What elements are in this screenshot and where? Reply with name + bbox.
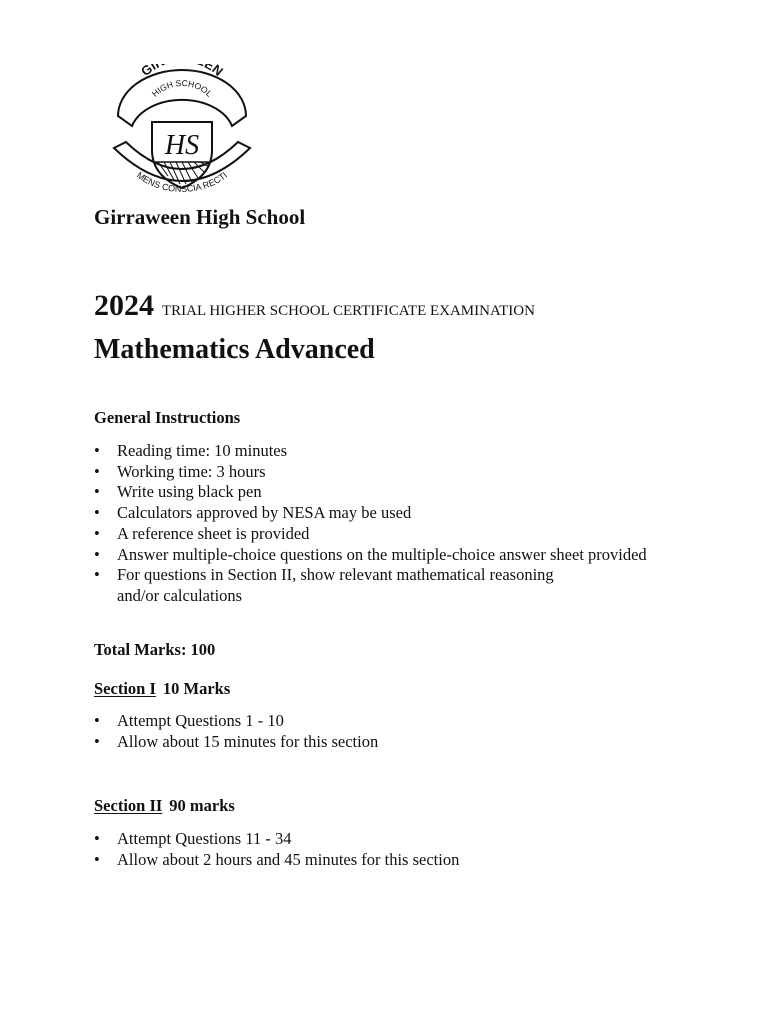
crest-motto: MENS CONSCIA RECTI <box>134 169 230 194</box>
svg-text:GIRRAWEEN <box>138 64 226 79</box>
section-1-marks: 10 Marks <box>162 679 231 698</box>
crest-monogram: HS <box>164 130 200 161</box>
school-name: Girraween High School <box>94 205 306 229</box>
list-item: • Allow about 15 minutes for this section <box>94 732 714 753</box>
list-item: • For questions in Section II, show relevant mathematical reasoning and/or calculations <box>94 565 592 606</box>
svg-text:HIGH SCHOOL <box>150 78 215 99</box>
section-1-heading <box>94 679 230 699</box>
list-item: • Allow about 2 hours and 45 minutes for this section <box>94 850 714 871</box>
crest-arc-top: GI EN <box>138 64 226 79</box>
total-marks: Total Marks: 100 <box>94 640 216 659</box>
section-2-marks: 90 marks <box>169 796 235 815</box>
general-instructions-list <box>94 441 714 607</box>
list-item: • Attempt Questions 1 - 10 <box>94 711 714 732</box>
general-instructions-heading: General Instructions <box>94 408 241 427</box>
crest-arc-sub: HIGH SCHOOL <box>149 77 215 99</box>
section-1-list <box>94 711 714 752</box>
list-item: • Answer multiple-choice questions on the multiple-choice answer sheet provided <box>94 545 714 566</box>
section-2-list <box>94 829 714 870</box>
school-crest-logo <box>108 64 254 202</box>
crest-svg <box>108 64 254 202</box>
section-2-heading <box>94 796 235 816</box>
list-item: • Attempt Questions 11 - 34 <box>94 829 714 850</box>
exam-year: 2024 <box>94 289 154 322</box>
section-2-title: Section II <box>94 796 163 815</box>
list-item: • Reading time: 10 minutes <box>94 441 714 462</box>
list-item: • Working time: 3 hours <box>94 462 714 483</box>
list-item: • Calculators approved by NESA may be used <box>94 503 714 524</box>
section-1-title: Section I <box>94 679 156 698</box>
subject-title: Mathematics Advanced <box>94 334 375 365</box>
list-item: • A reference sheet is provided <box>94 524 714 545</box>
list-item: • Write using black pen <box>94 482 714 503</box>
exam-name: TRIAL HIGHER SCHOOL CERTIFICATE EXAMINATION <box>162 303 535 319</box>
exam-title-line <box>94 289 535 323</box>
